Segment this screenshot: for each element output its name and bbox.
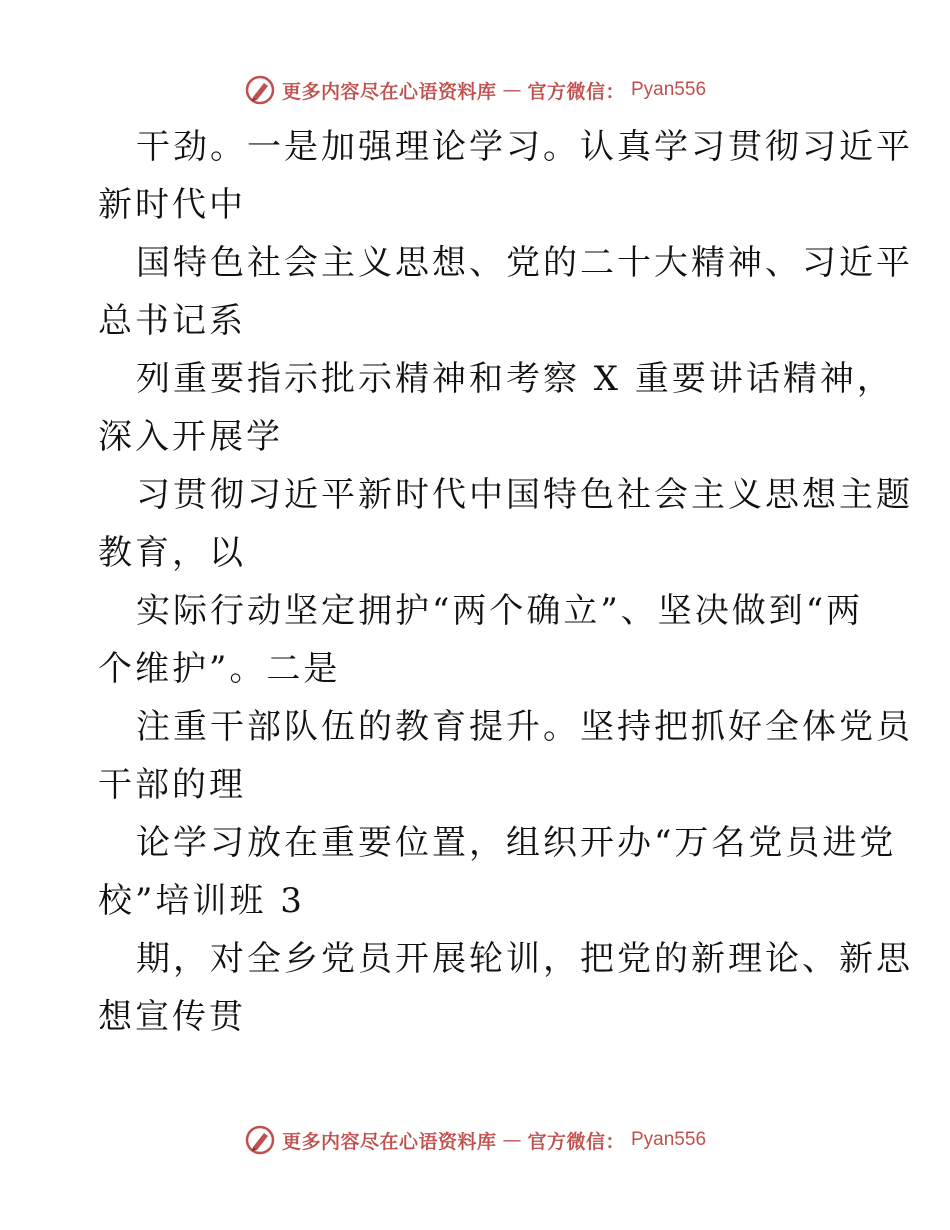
text-line: 新时代中 bbox=[98, 185, 246, 225]
text-line: 论学习放在重要位置，组织开办“万名党员进党 bbox=[136, 823, 897, 863]
text-line: 习贯彻习近平新时代中国特色社会主义思想主题 bbox=[136, 475, 913, 515]
text-line: 干部的理 bbox=[98, 765, 246, 805]
watermark-text: 更多内容尽在心语资料库 bbox=[281, 1130, 497, 1153]
text-line: 个维护”。二是 bbox=[98, 649, 341, 689]
footer-watermark bbox=[0, 1120, 950, 1160]
text-line: 校”培训班 3 bbox=[98, 881, 305, 921]
document-body bbox=[98, 118, 913, 1046]
text-line: 干劲。一是加强理论学习。认真学习贯彻习近平 bbox=[136, 127, 913, 167]
watermark-wechat-id: Pyan556 bbox=[631, 79, 707, 100]
watermark-text: 更多内容尽在心语资料库 bbox=[281, 80, 497, 103]
text-line: 期，对全乡党员开展轮训，把党的新理论、新思 bbox=[136, 939, 913, 979]
text-line: 列重要指示批示精神和考察 X 重要讲话精神， bbox=[136, 359, 894, 399]
watermark-wechat-label: 官方微信： bbox=[527, 1130, 625, 1153]
text-line: 想宣传贯 bbox=[98, 997, 246, 1037]
watermark-separator: — bbox=[502, 1129, 522, 1151]
watermark-wechat-label: 官方微信： bbox=[527, 80, 625, 103]
watermark-wechat-id: Pyan556 bbox=[631, 1129, 707, 1150]
text-line: 总书记系 bbox=[98, 301, 246, 341]
pen-logo-icon bbox=[244, 74, 276, 106]
header-watermark bbox=[0, 70, 950, 110]
text-line: 教育，以 bbox=[98, 533, 246, 573]
text-line: 实际行动坚定拥护“两个确立”、坚决做到“两 bbox=[136, 591, 864, 631]
pen-logo-icon bbox=[244, 1124, 276, 1156]
text-line: 深入开展学 bbox=[98, 417, 283, 457]
text-line: 国特色社会主义思想、党的二十大精神、习近平 bbox=[136, 243, 913, 283]
text-line: 注重干部队伍的教育提升。坚持把抓好全体党员 bbox=[136, 707, 913, 747]
watermark-separator: — bbox=[502, 79, 522, 101]
